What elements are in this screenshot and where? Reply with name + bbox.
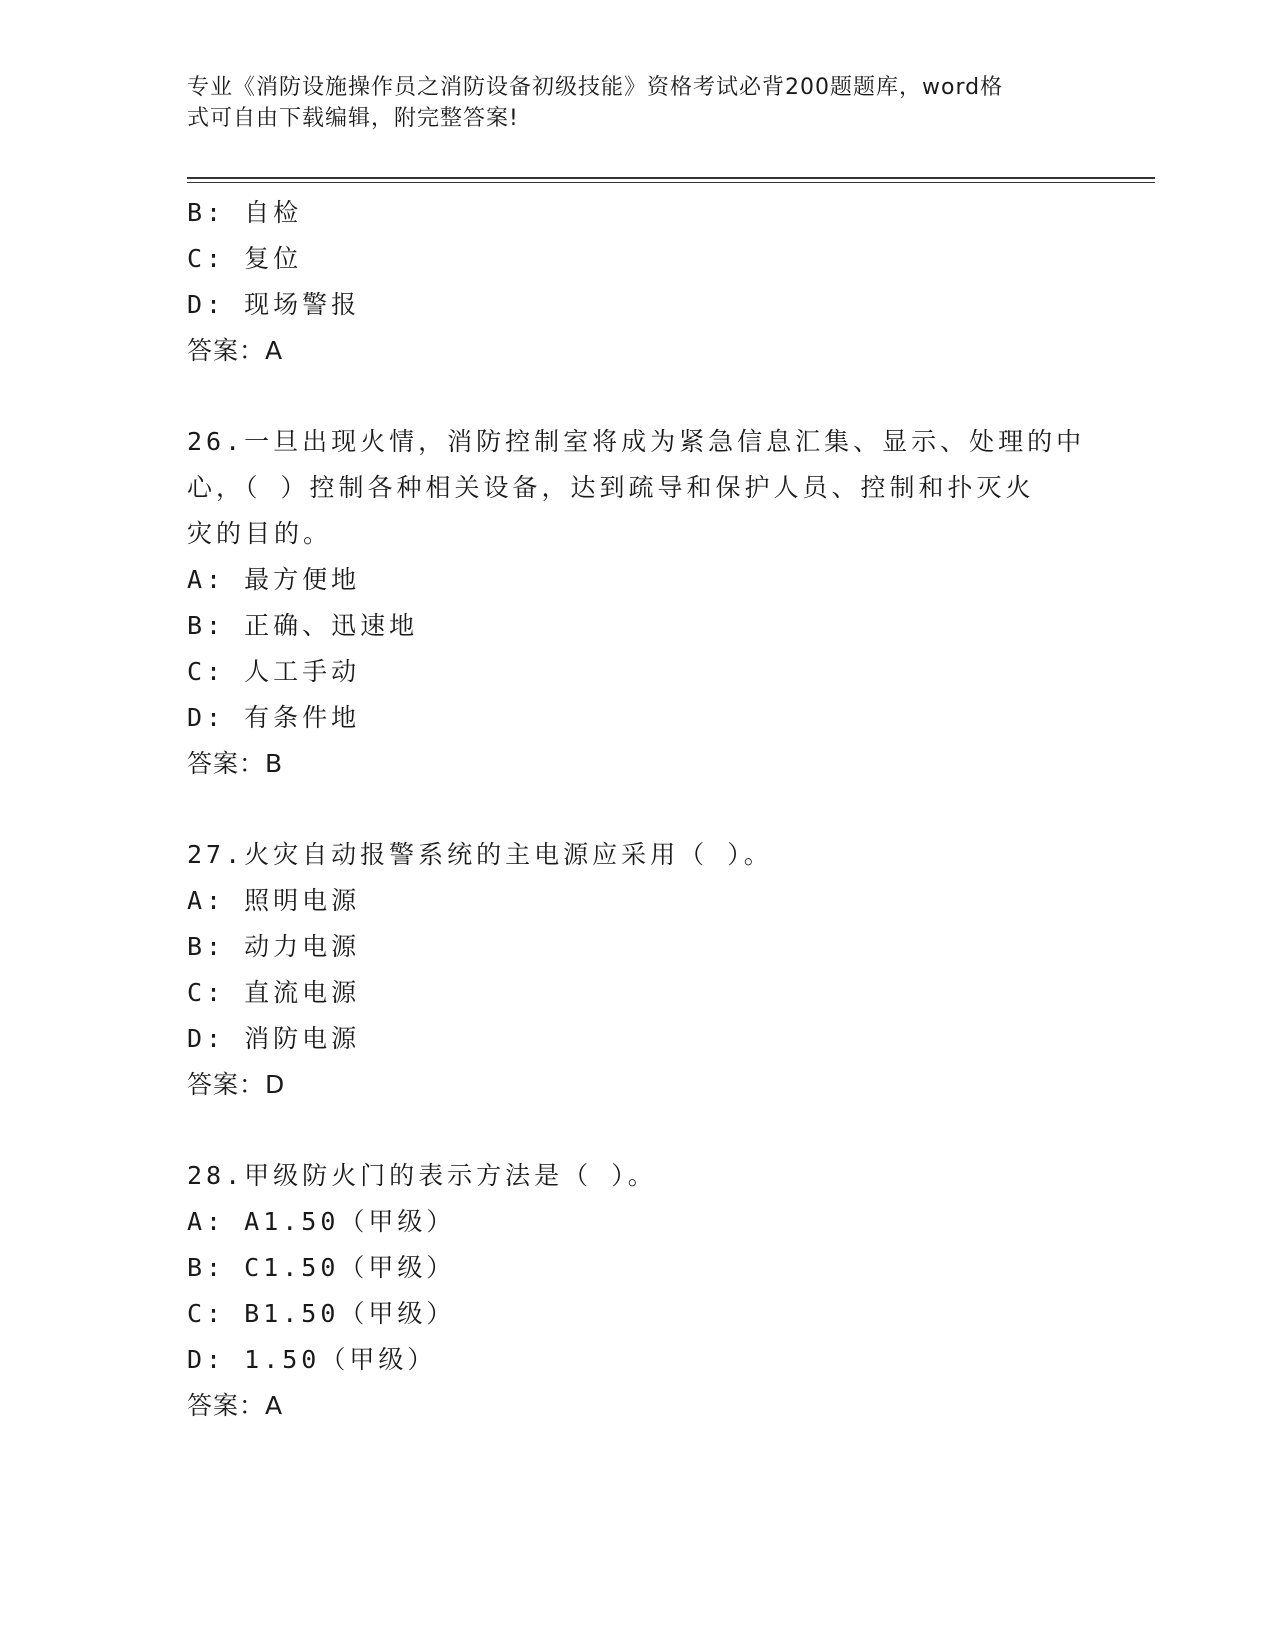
header-line-2: 式可自由下载编辑，附完整答案! [187,106,519,131]
option-b: B: C1.50（甲级） [187,1253,456,1282]
header-divider-thin [187,182,1155,183]
document-body [187,190,1087,1429]
option-d: D: 现场警报 [187,290,361,319]
question-text-line: 心，（ ）控制各种相关设备，达到疏导和保护人员、控制和扑灭火 [187,473,1035,502]
document-header [187,72,1067,134]
option-c: C: B1.50（甲级） [187,1299,456,1328]
answer: 答案：A [187,336,284,365]
question-27 [187,832,1087,1108]
option-d: D: 1.50（甲级） [187,1345,437,1374]
question-text-line: 灾的目的。 [187,519,333,548]
option-b: B: 动力电源 [187,932,361,961]
answer: 答案：B [187,749,284,778]
answer: 答案：A [187,1391,284,1420]
option-a: A: 最方便地 [187,565,361,594]
option-a: A: 照明电源 [187,886,361,915]
answer: 答案：D [187,1070,286,1099]
option-d: D: 有条件地 [187,703,361,732]
option-b: B: 自检 [187,198,303,227]
option-c: C: 复位 [187,244,303,273]
option-a: A: A1.50（甲级） [187,1207,456,1236]
question-28 [187,1153,1087,1429]
option-d: D: 消防电源 [187,1024,361,1053]
question-25-continued [187,190,1087,374]
question-text-line: 28.甲级防火门的表示方法是（ ）。 [187,1161,657,1190]
option-b: B: 正确、迅速地 [187,611,419,640]
question-text-line: 26.一旦出现火情，消防控制室将成为紧急信息汇集、显示、处理的中 [187,427,1086,456]
question-26 [187,419,1087,787]
option-c: C: 直流电源 [187,978,361,1007]
option-c: C: 人工手动 [187,657,361,686]
header-line-1: 专业《消防设施操作员之消防设备初级技能》资格考试必背200题题库，word格 [187,75,1004,100]
question-text-line: 27.火灾自动报警系统的主电源应采用（ ）。 [187,840,773,869]
header-divider-thick [187,177,1155,179]
